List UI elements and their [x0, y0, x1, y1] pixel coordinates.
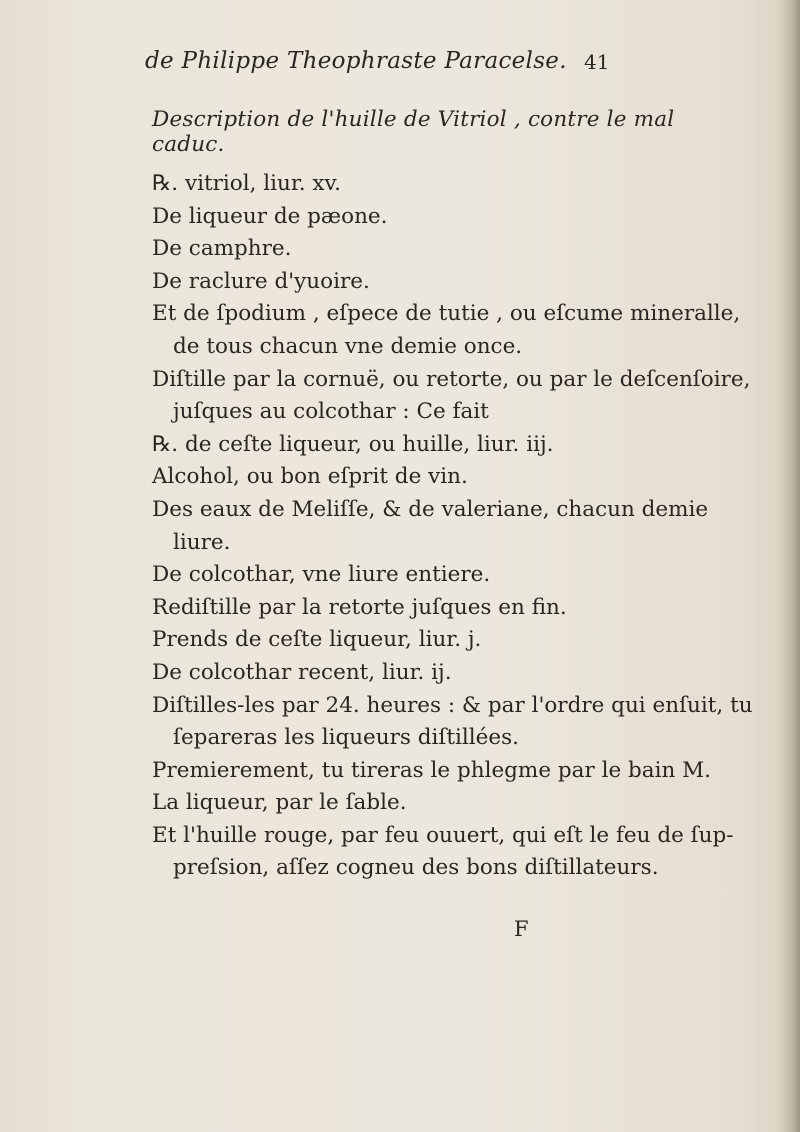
- text-line: preſsion, aſſez cogneu des bons diſtillateurs.: [173, 855, 659, 881]
- text-line: Alcohol, ou bon eſprit de vin.: [152, 464, 468, 490]
- running-head: [0, 48, 800, 88]
- running-title: de Philippe Theophraste Paracelse.: [145, 48, 567, 74]
- recipe-text: [152, 168, 752, 885]
- text-line: Et l'huille rouge, par feu ouuert, qui eſt le feu de ſup-: [152, 822, 734, 848]
- text-line: De colcothar recent, liur. ij.: [152, 659, 452, 685]
- text-line: De camphre.: [152, 236, 292, 262]
- page-number: 41: [584, 50, 610, 74]
- text-line: De raclure d'yuoire.: [152, 268, 370, 294]
- text-line: Diſtille par la cornuë, ou retorte, ou par le deſcenſoire,: [152, 366, 751, 392]
- text-line: ℞. de ceſte liqueur, ou huille, liur. iij.: [152, 431, 554, 457]
- text-line: Des eaux de Meliſſe, & de valeriane, chacun demie: [152, 496, 709, 522]
- text-line: De liqueur de pæone.: [152, 203, 388, 229]
- text-line: Rediſtille par la retorte juſques en fin.: [152, 594, 567, 620]
- text-line: La liqueur, par le ſable.: [152, 790, 407, 816]
- text-line: Premierement, tu tireras le phlegme par le bain M.: [152, 757, 711, 783]
- text-line: de tous chacun vne demie once.: [173, 333, 523, 359]
- text-line: juſques au colcothar : Ce fait: [173, 399, 489, 425]
- text-line: ſepareras les liqueurs diſtillées.: [173, 725, 519, 751]
- text-line: De colcothar, vne liure entiere.: [152, 562, 491, 588]
- page-edge-shadow: [778, 0, 800, 1132]
- text-line: Prends de ceſte liqueur, liur. j.: [152, 627, 482, 653]
- text-line: liure.: [173, 529, 231, 555]
- text-line: Diſtilles-les par 24. heures : & par l'ordre qui enſuit, tu: [152, 692, 753, 718]
- signature-mark: F: [514, 917, 529, 941]
- text-line: Et de ſpodium , eſpece de tutie , ou eſcume mineralle,: [152, 301, 741, 327]
- text-line: ℞. vitriol, liur. xv.: [152, 171, 341, 196]
- section-heading: Description de l'huille de Vitriol , contre le mal caduc.: [152, 107, 675, 157]
